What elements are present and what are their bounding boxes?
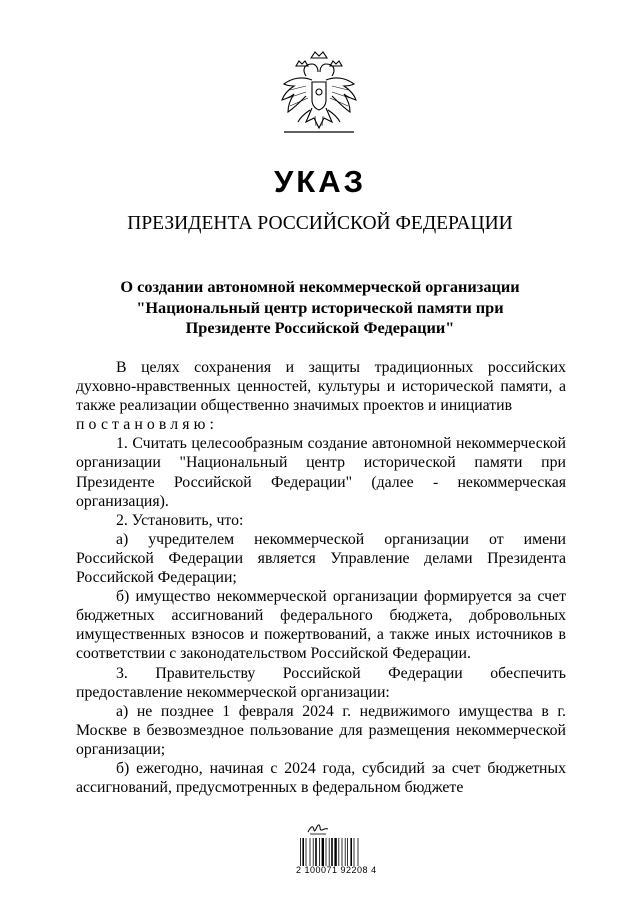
preamble-paragraph: В целях сохранения и защиты традиционных российских духовно-нравственных ценностей, культуры и исторической памяти, а также реализации общественно значимых проектов и инициатив	[76, 359, 566, 415]
barcode-number: 2 100071 92208 4	[296, 865, 377, 875]
decree-title	[60, 277, 580, 339]
item-2-paragraph: 2. Установить, что:	[116, 511, 244, 529]
decree-title-line: "Национальный центр исторической памяти при	[136, 297, 504, 317]
document-type-heading: УКАЗ	[273, 164, 366, 199]
barcode-icon	[300, 838, 360, 868]
item-2b-paragraph: б) имущество некоммерческой организации формируется за счет бюджетных ассигнований федерального бюджета, добровольных имущественных взносов и пожертвований, а также иных источников в соответствии с законодательством Российской Федерации.	[76, 588, 566, 663]
coat-of-arms-emblem	[276, 46, 362, 144]
decree-word: постановляю:	[76, 416, 219, 434]
item-3a-paragraph: а) не позднее 1 февраля 2024 г. недвижимого имущества в г. Москве в безвозмездное пользование для размещения некоммерческой организации;	[76, 702, 566, 758]
decree-body	[76, 358, 566, 797]
signature-mark-icon	[306, 822, 330, 836]
decree-title-line: О создании автономной некоммерческой организации	[120, 277, 520, 296]
issuer-heading: ПРЕЗИДЕНТА РОССИЙСКОЙ ФЕДЕРАЦИИ	[127, 213, 513, 234]
item-3-paragraph: 3. Правительству Российской Федерации обеспечить предоставление некоммерческой организации:	[76, 664, 566, 701]
item-2a-paragraph: а) учредителем некоммерческой организации от имени Российской Федерации является Управление делами Президента Российской Федерации;	[76, 530, 566, 587]
item-3b-paragraph: б) ежегодно, начиная с 2024 года, субсидий за счет бюджетных ассигнований, предусмотренных в федеральном бюджете	[76, 759, 566, 797]
item-1-paragraph: 1. Считать целесообразным создание автономной некоммерческой организации "Национальный центр исторической памяти при Президенте Российской Федерации" (далее - некоммерческая организация).	[76, 435, 566, 510]
decree-title-line: Президенте Российской Федерации"	[185, 318, 455, 337]
